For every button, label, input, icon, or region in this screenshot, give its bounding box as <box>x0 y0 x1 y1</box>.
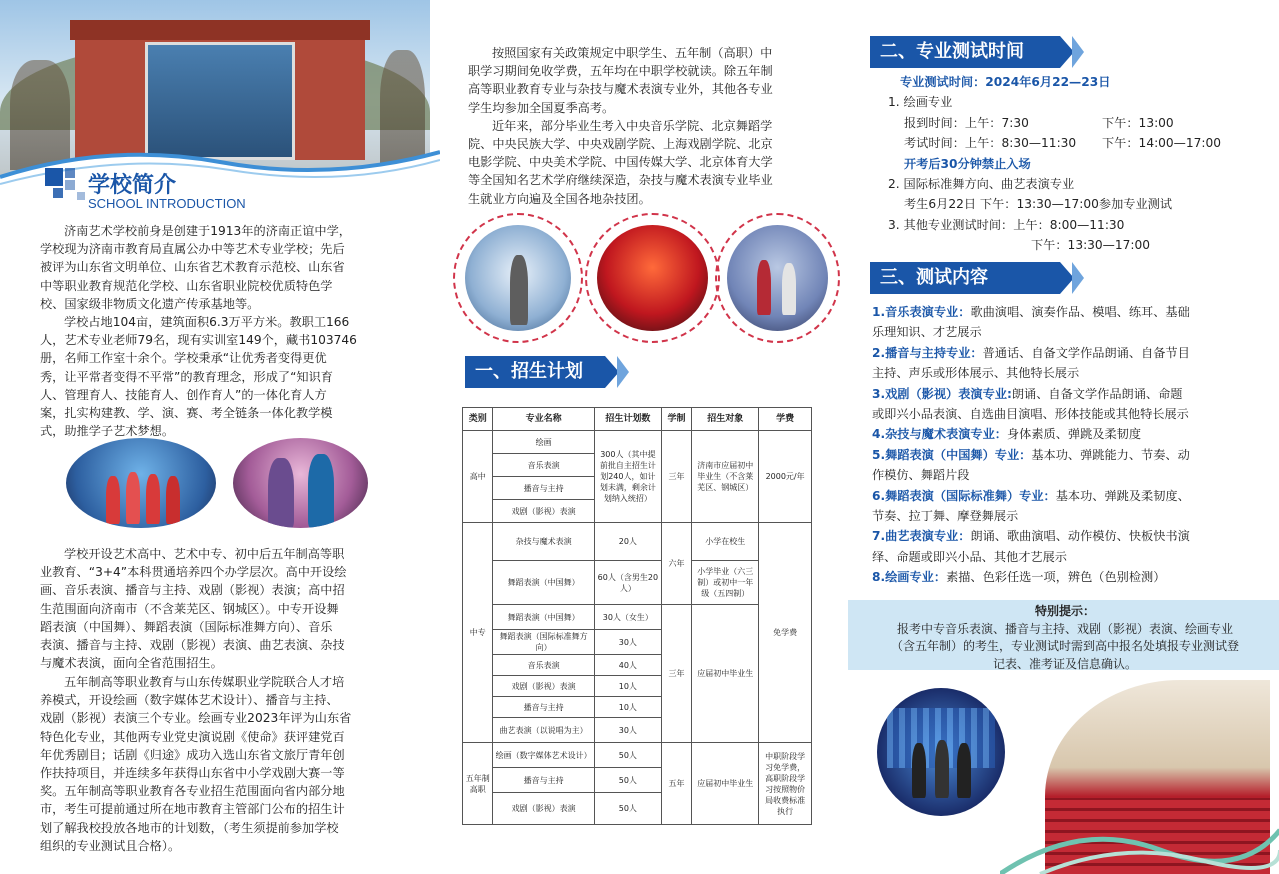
item-label: 2.播音与主持专业： <box>872 345 983 360</box>
table-header-row <box>463 408 812 431</box>
years-cell: 五年 <box>661 743 691 825</box>
text-line: 济南艺术学校前身是创建于1913年的济南正谊中学， <box>64 224 351 238</box>
test-content-header <box>870 262 1085 294</box>
major-cell: 舞蹈表演（国际标准舞方向） <box>493 630 594 655</box>
text-line: 中等职业教育规范化学校、山东省职业院校优质特色学 <box>40 278 333 293</box>
major-cell: 戏剧（影视）表演 <box>493 793 594 825</box>
item-text: 基本功、弹跳及柔韧度、 <box>1055 488 1190 503</box>
test-date: 专业测试时间：2024年6月22—23日 <box>900 75 1111 89</box>
text-line: 高等职业教育专业与杂技与魔术表演专业外，其他各专业 <box>468 82 773 97</box>
list-item <box>872 486 1272 506</box>
plan-cell: 10人 <box>594 676 661 697</box>
decorative-wave <box>1000 800 1279 874</box>
item-text: 作模仿、舞蹈片段 <box>872 468 970 483</box>
column-header: 学费 <box>759 408 812 431</box>
text-line: 案，扎实构建教、学、演、赛、考全链条一体化教学模 <box>40 406 333 421</box>
text-line: 学校占地104亩，建筑面积6.3万平方米。教职工166 <box>64 315 350 330</box>
text-line: 生范围面向济南市（不含莱芜区、钢城区）。中专开设舞 <box>40 601 339 616</box>
performance-photo <box>66 438 216 528</box>
column-header: 招生对象 <box>692 408 759 431</box>
major-cell: 曲艺表演（以说唱为主） <box>493 718 594 743</box>
major-cell: 绘画 <box>493 431 594 454</box>
plan-cell: 20人 <box>594 523 661 561</box>
category-cell: 五年制高职 <box>463 743 493 825</box>
text-line: 下午：14:00—17:00 <box>1102 136 1221 151</box>
test-time-header <box>870 36 1085 68</box>
text-line: 养模式，开设绘画（数字媒体艺术设计）、播音与主持、 <box>40 693 339 708</box>
schedule-row <box>900 133 1270 153</box>
text-line: 1. 绘画专业 <box>888 95 953 110</box>
list-item <box>872 506 1272 526</box>
text-line: 人、管理育人、技能育人、创作育人”的一体化育人方 <box>40 387 327 402</box>
item-text: 朗诵、歌曲演唱、动作模仿、快板快书演 <box>970 529 1190 544</box>
text-line: 奖。五年制高等职业教育各专业招生范围面向省内部分地 <box>40 784 345 799</box>
item-text: 歌曲演唱、演奏作品、模唱、练耳、基础 <box>970 305 1190 319</box>
major-cell: 播音与主持 <box>493 697 594 718</box>
text-line: 业教育、“3+4”本科贯通培养四个办学层次。高中开设绘 <box>40 565 347 580</box>
list-item <box>872 465 1272 485</box>
text-line: 戏剧（影视）表演三个专业。绘画专业2023年评为山东省 <box>40 711 352 726</box>
item-text: 朗诵、自备文学作品朗诵、命题 <box>1011 386 1183 401</box>
special-notice <box>860 603 1270 673</box>
section-label: 二、专业测试时间 <box>870 36 1060 68</box>
item-label: 8.绘画专业： <box>872 570 947 585</box>
column-header: 学制 <box>661 408 691 431</box>
major-cell: 音乐表演 <box>493 454 594 477</box>
item-text: 基本功、弹跳能力、节奏、动 <box>1031 447 1190 462</box>
major-cell: 绘画（数字媒体艺术设计） <box>493 743 594 768</box>
major-cell: 播音与主持 <box>493 477 594 500</box>
text-line: 校、国家级非物质文化遗产传承基地等。 <box>40 296 260 311</box>
programs-paragraph <box>40 545 395 672</box>
list-item <box>872 322 1272 342</box>
schedule-row <box>900 113 1270 133</box>
item-text: 普通话、自备文学作品朗诵、自备节目 <box>982 345 1190 360</box>
text-line: 2. 国际标准舞方向、曲艺表演专业 <box>888 177 1075 191</box>
text-line: 蹈表演（中国舞）、舞蹈表演（国际标准舞方向）、音乐 <box>40 619 333 634</box>
intro-paragraph <box>40 222 395 440</box>
item-label: 3.戏剧（影视）表演专业: <box>872 386 1012 401</box>
major-cell: 戏剧（影视）表演 <box>493 500 594 523</box>
section-label: 三、测试内容 <box>870 262 1060 294</box>
list-item <box>872 547 1272 567</box>
item-label: 1.音乐表演专业： <box>872 305 971 319</box>
text-line: 被评为山东省文明单位、山东省艺术教育示范校、山东省 <box>40 260 345 275</box>
text-line: 与魔术表演，面向全省范围招生。 <box>40 656 223 671</box>
text-line: 年优秀剧目；话剧《归途》成功入选山东省文旅厅青年创 <box>40 747 345 762</box>
text-line: 表演、播音与主持、戏剧（影视）表演、曲艺表演、杂技 <box>40 638 345 653</box>
text-line: 秀，让平常者变得不平常”的教育理念，形成了“知识育 <box>40 369 333 384</box>
list-item <box>872 526 1272 546</box>
list-item <box>872 567 1272 587</box>
stage-photo <box>585 213 720 343</box>
table-row <box>463 743 812 768</box>
five-year-paragraph <box>40 673 395 855</box>
section-title-en: SCHOOL INTRODUCTION <box>88 196 246 211</box>
item-text: 身体素质、弹跳及柔韧度 <box>1007 427 1142 442</box>
plan-cell: 30人 <box>594 718 661 743</box>
years-cell: 三年 <box>661 431 691 523</box>
text-line: 市，考生可提前通过所在地市教育主管部门公布的招生计 <box>40 802 345 817</box>
major-cell: 舞蹈表演（中国舞） <box>493 561 594 605</box>
text-line: 下午：13:30—17:00 <box>1031 238 1150 253</box>
policy-paragraph <box>468 44 818 208</box>
item-label: 7.曲艺表演专业： <box>872 529 971 544</box>
list-item <box>872 445 1272 465</box>
column-header: 类别 <box>463 408 493 431</box>
table-row <box>463 431 812 454</box>
concert-photo <box>877 688 1005 816</box>
notice-title: 特别提示： <box>1034 604 1095 618</box>
text-line: 报到时间：上午：7:30 <box>904 115 1029 130</box>
major-cell: 杂技与魔术表演 <box>493 523 594 561</box>
late-notice: 开考后30分钟禁止入场 <box>904 156 1031 171</box>
text-line: 院、中央民族大学、中央戏剧学院、上海戏剧学院、北京 <box>468 137 773 152</box>
target-cell: 小学毕业（六三制）或初中一年级（五四制） <box>692 561 759 605</box>
text-line: 生就业方向遍及全国各地杂技团。 <box>468 191 651 206</box>
text-line: 按照国家有关政策规定中职学生、五年制（高职）中 <box>492 46 773 60</box>
item-text: 主持、声乐或形体展示、其他特长展示 <box>872 366 1080 381</box>
text-line: 画、音乐表演、播音与主持、戏剧（影视）表演；高中招 <box>40 583 345 598</box>
notice-line: 记表、准考证及信息确认。 <box>992 656 1137 671</box>
major-cell: 舞蹈表演（中国舞） <box>493 605 594 630</box>
plan-cell: 10人 <box>594 697 661 718</box>
category-cell: 中专 <box>463 523 493 743</box>
list-item <box>872 424 1272 444</box>
list-item <box>872 404 1272 424</box>
target-cell: 应届初中毕业生 <box>692 743 759 825</box>
fee-cell: 中职阶段学习免学费，高职阶段学习按照物价局收费标准执行 <box>759 743 812 825</box>
category-cell: 高中 <box>463 431 493 523</box>
text-line: 近年来，部分毕业生考入中央音乐学院、北京舞蹈学 <box>492 118 773 133</box>
major-cell: 播音与主持 <box>493 768 594 793</box>
enrollment-plan-header <box>465 356 630 388</box>
item-text: 绎、命题或即兴小品、其他才艺展示 <box>872 549 1067 564</box>
text-line: 作扶持项目，并连续多年获得山东省中小学戏剧大赛一等 <box>40 766 345 781</box>
item-label: 6.舞蹈表演（国际标准舞）专业： <box>872 488 1056 503</box>
text-line: 等全国知名艺术学府继续深造，杂技与魔术表演专业毕业 <box>468 173 773 188</box>
text-line: 电影学院、中央美术学院、中国传媒大学、北京体育大学 <box>468 155 773 170</box>
text-line: 划了解我校投放各地市的计划数，（考生须提前参加学校 <box>40 820 339 835</box>
item-text: 乐理知识、才艺展示 <box>872 325 982 340</box>
text-line: 3. 其他专业测试时间：上午：8:00—11:30 <box>888 217 1125 232</box>
text-line: 下午：13:00 <box>1102 115 1174 130</box>
plan-cell: 50人 <box>594 793 661 825</box>
years-cell: 六年 <box>661 523 691 605</box>
list-item <box>872 343 1272 363</box>
notice-line: （含五年制）的考生，专业测试时需到高中报名处填报专业测试登 <box>890 639 1239 653</box>
plan-cell: 50人 <box>594 743 661 768</box>
item-label: 5.舞蹈表演（中国舞）专业： <box>872 447 1032 462</box>
plan-cell: 40人 <box>594 655 661 676</box>
item-text: 或即兴小品表演、自选曲目演唱、形体技能或其他特长展示 <box>872 407 1189 422</box>
text-line: 学生均参加全国夏季高考。 <box>468 100 615 115</box>
list-item <box>872 384 1272 404</box>
plan-cell: 60人（含男生20人） <box>594 561 661 605</box>
test-time-block <box>888 72 1270 256</box>
target-cell: 济南市应届初中毕业生（不含莱芜区、钢城区） <box>692 431 759 523</box>
text-line: 特色化专业，其他两专业党史演说剧《使命》获评建党百 <box>40 729 345 744</box>
major-cell: 音乐表演 <box>493 655 594 676</box>
text-line: 组织的专业测试且合格）。 <box>40 838 181 853</box>
enrollment-table <box>462 407 812 825</box>
list-item <box>872 302 1272 322</box>
text-line: 考试时间：上午：8:30—11:30 <box>904 136 1077 151</box>
text-line: 人，艺术专业老师79名，现有实训室149个，藏书103746 <box>40 333 357 348</box>
item-text: 素描、色彩任选一项，辨色（色别检测） <box>946 570 1166 585</box>
plan-cell: 30人（女生） <box>594 605 661 630</box>
column-header: 专业名称 <box>493 408 594 431</box>
text-line: 式，助推学子艺术梦想。 <box>40 424 175 439</box>
major-cell: 戏剧（影视）表演 <box>493 676 594 697</box>
test-content-list <box>872 302 1272 588</box>
text-line: 册，名师工作室十余个。学校秉承“让优秀者变得更优 <box>40 351 327 366</box>
text-line: 学校现为济南市教育局直属公办中等艺术专业学校；先后 <box>40 242 345 257</box>
years-cell: 三年 <box>661 605 691 743</box>
column-header: 招生计划数 <box>594 408 661 431</box>
text-line: 职学习期间免收学费，五年均在中职学校就读。除五年制 <box>468 64 773 79</box>
plan-cell: 50人 <box>594 768 661 793</box>
item-label: 4.杂技与魔术表演专业： <box>872 427 1007 442</box>
text-line: 学校开设艺术高中、艺术中专、初中后五年制高等职 <box>64 547 345 561</box>
plan-cell: 30人 <box>594 630 661 655</box>
text-line: 考生6月22日 下午：13:30—17:00参加专业测试 <box>904 197 1173 212</box>
art-photo <box>715 213 840 343</box>
item-text: 节奏、拉丁舞、摩登舞展示 <box>872 509 1019 524</box>
section-title: 学校简介 <box>88 172 177 198</box>
notice-line: 报考中专音乐表演、播音与主持、戏剧（影视）表演、绘画专业 <box>896 621 1233 636</box>
fee-cell: 2000元/年 <box>759 431 812 523</box>
list-item <box>872 363 1272 383</box>
drama-photo <box>453 213 583 343</box>
plan-cell: 300人（其中提前批自主招生计划240人，如计划未满，剩余计划纳入统招） <box>594 431 661 523</box>
section-label: 一、招生计划 <box>465 356 605 388</box>
fee-cell: 免学费 <box>759 523 812 743</box>
target-cell: 小学在校生 <box>692 523 759 561</box>
target-cell: 应届初中毕业生 <box>692 605 759 743</box>
dance-photo <box>233 438 368 528</box>
text-line: 五年制高等职业教育与山东传媒职业学院联合人才培 <box>64 675 345 689</box>
table-row <box>463 523 812 561</box>
